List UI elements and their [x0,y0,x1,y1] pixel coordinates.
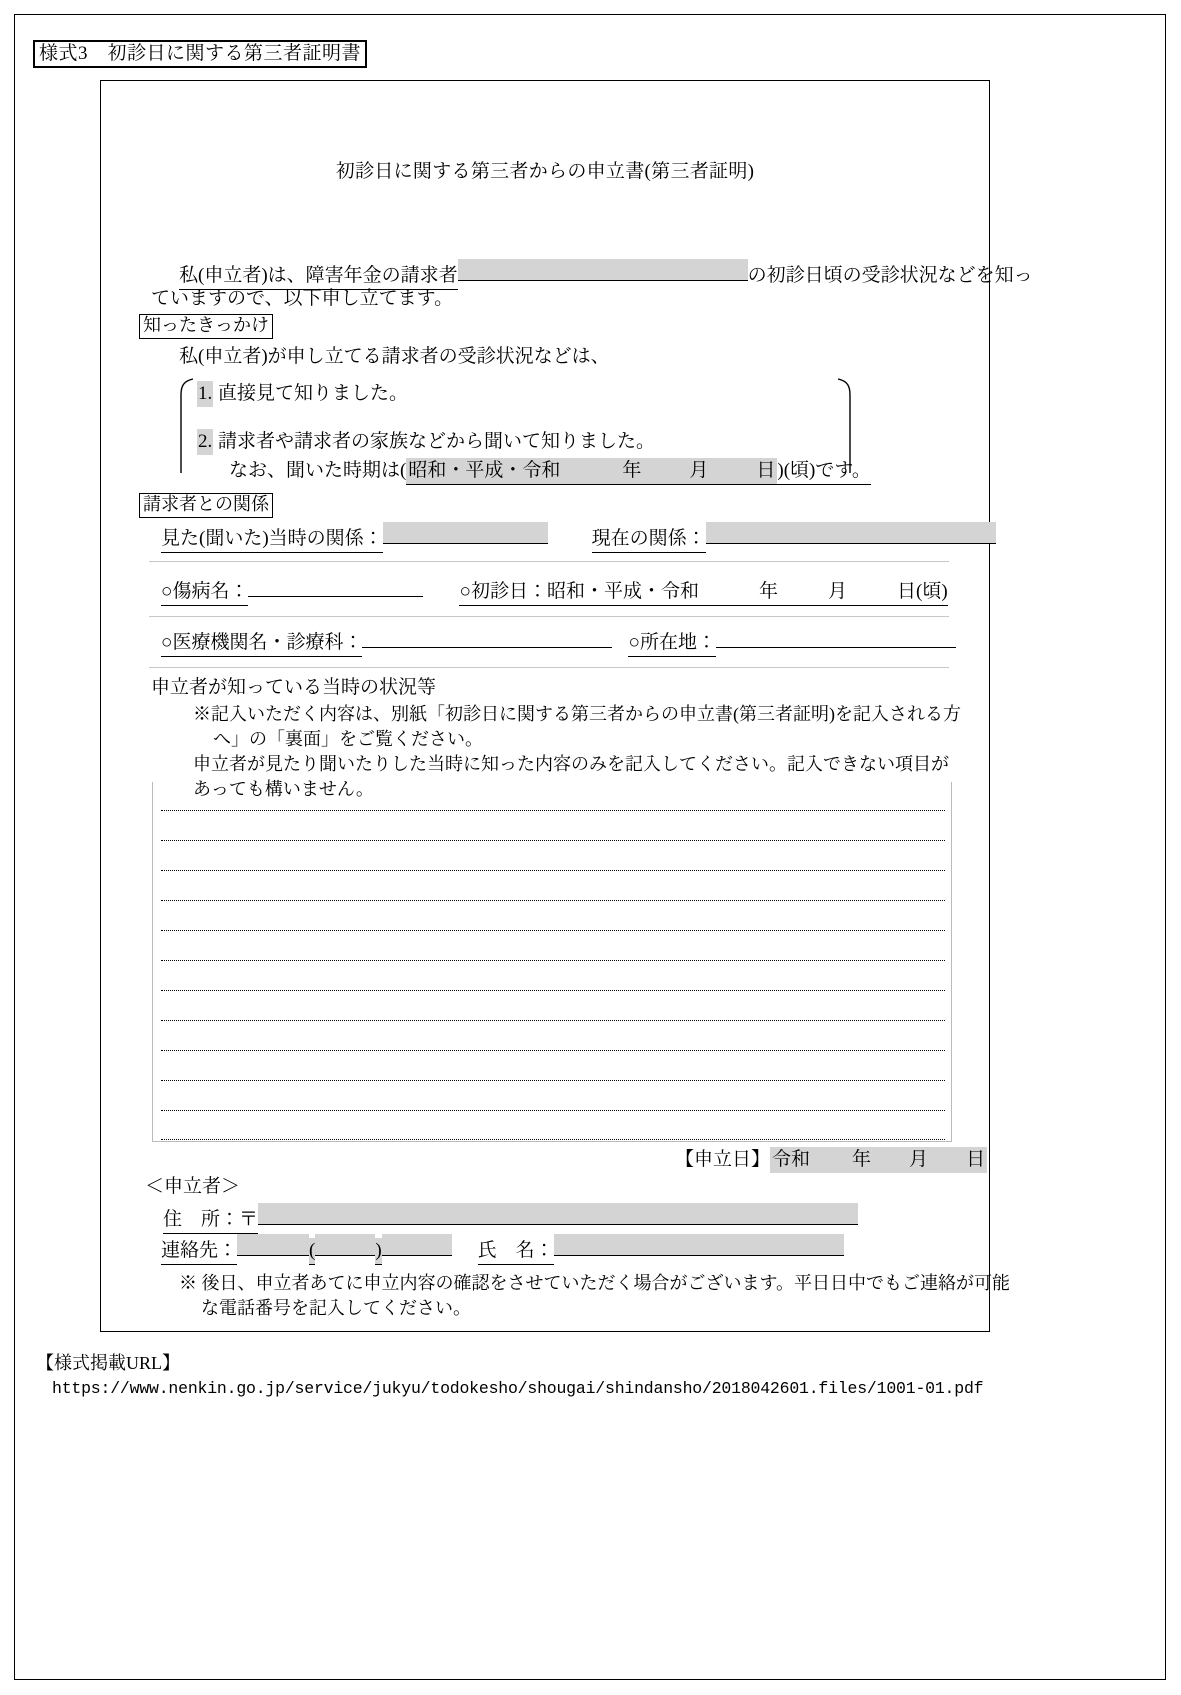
illness-name-label: ○傷病名： [161,579,248,606]
institution-name-label: ○医療機関名・診療科： [161,630,362,657]
section-heading-kankei: 請求者との関係 [139,493,273,518]
first-visit-label: ○初診日：昭和・平成・令和 年 月 日(頃) [459,579,947,606]
intro-line-2: ていますので、以下申し立てます。 [151,288,454,309]
applicant-contact-last-input[interactable] [382,1234,452,1256]
application-date-row [675,1147,987,1173]
contact-paren-close: ) [375,1238,381,1265]
intro-text-after: の初診日頃の受診状況などを知っ [747,265,1033,286]
application-date-day-unit: 日 [966,1149,986,1170]
application-date-label: 【申立日】 [675,1149,771,1170]
applicant-name-input[interactable] [554,1234,844,1256]
writing-line [161,810,945,811]
application-date-year-unit: 年 [852,1149,872,1170]
writing-line [161,1139,945,1140]
left-brace-decoration [173,377,195,482]
applicant-footnote-line-2: な電話番号を記入してください。 [201,1298,471,1318]
applicant-name-label: 氏 名： [478,1238,554,1265]
kikkake-item-2[interactable] [197,429,655,455]
kikkake-nao-line [229,458,871,485]
page-title: 初診日に関する第三者からの申立書(第三者証明) [335,161,755,182]
heard-date-input[interactable] [406,458,777,485]
current-relationship-label: 現在の関係： [592,526,706,553]
form-source-url[interactable]: https://www.nenkin.go.jp/service/jukyu/todokesho/shougai/shindansho/2018042601.files/1001-01.pdf [52,1379,984,1398]
divider-3 [149,667,949,668]
intro-text-before: 私(申立者)は、障害年金の請求者 [179,263,458,290]
institution-row [161,626,956,657]
free-text-writing-area[interactable] [152,782,952,1142]
application-date-era: 令和 [772,1149,811,1170]
current-relationship-input[interactable] [706,522,996,544]
writing-line [161,1080,945,1081]
first-visit-year-unit: 年 [758,581,778,602]
applicant-heading: ＜申立者＞ [145,1176,241,1197]
first-visit-day-unit: 日(頃) [897,581,948,602]
applicant-footnote-line-1: ※ 後日、申立者あてに申立内容の確認をさせていただく場合がございます。平日日中でもご連絡が可能 [179,1273,1011,1293]
writing-line [161,930,945,931]
writing-line [161,840,945,841]
url-section [36,1350,983,1402]
contact-paren-open: ( [309,1238,315,1265]
relationship-row [161,522,996,553]
illness-name-input[interactable] [248,575,423,597]
section-heading-kikkake: 知ったきっかけ [139,314,273,339]
applicant-address-input[interactable] [258,1203,858,1225]
nao-suffix: )(頃)です。 [777,458,870,485]
location-input[interactable] [716,626,956,648]
applicant-address-row [163,1203,858,1234]
first-visit-month-unit: 月 [828,581,848,602]
heard-year-unit: 年 [622,460,642,481]
heard-month-unit: 月 [689,460,709,481]
writing-line [161,1110,945,1111]
situation-note-line-3: 申立者が見たり聞いたりした当時に知った内容のみを記入してください。記入できない項目が [193,754,949,774]
requester-name-input[interactable] [458,259,748,281]
illness-and-firstvisit-row [161,575,948,606]
past-relationship-input[interactable] [383,522,548,544]
kikkake-lead: 私(申立者)が申し立てる請求者の受診状況などは、 [179,346,610,367]
writing-line [161,960,945,961]
form-body-frame [100,80,1033,1332]
writing-line [161,870,945,871]
writing-line [161,1020,945,1021]
kikkake-item-1-number: 1. [197,381,213,407]
situation-note-line-1: ※記入いただく内容は、別紙「初診日に関する第三者からの申立書(第三者証明)を記入される方 [193,704,961,724]
situation-note-line-2: へ」の「裏面」をご覧ください。 [213,729,483,749]
heard-era-options[interactable]: 昭和・平成・令和 [408,460,561,481]
situation-heading: 申立者が知っている当時の状況等 [151,677,437,698]
writing-line [161,900,945,901]
applicant-contact-row [161,1234,844,1265]
first-visit-era-options[interactable]: 昭和・平成・令和 [546,581,699,602]
applicant-contact-middle-input[interactable] [315,1234,375,1256]
kikkake-item-1[interactable] [197,381,408,407]
applicant-address-label: 住 所：〒 [163,1207,258,1234]
url-section-heading: 【様式掲載URL】 [36,1353,180,1373]
heard-day-unit: 日 [756,460,776,481]
applicant-contact-label: 連絡先： [161,1238,237,1265]
applicant-contact-area-input[interactable] [237,1234,309,1256]
institution-name-input[interactable] [362,626,612,648]
form-number-badge: 様式3 初診日に関する第三者証明書 [33,40,367,68]
location-label: ○所在地： [628,630,715,657]
past-relationship-label: 見た(聞いた)当時の関係： [161,526,383,553]
kikkake-item-2-number: 2. [197,429,213,455]
application-date-input[interactable] [770,1147,987,1173]
writing-line [161,990,945,991]
divider-2 [149,616,949,617]
application-date-month-unit: 月 [909,1149,929,1170]
divider-1 [149,561,949,562]
situation-note-line-4: あっても構いません。 [193,779,374,799]
nao-prefix: なお、聞いた時期は( [229,460,407,481]
writing-line [161,1050,945,1051]
kikkake-item-1-label: 直接見て知りました。 [218,383,409,404]
kikkake-item-2-label: 請求者や請求者の家族などから聞いて知りました。 [218,431,656,452]
